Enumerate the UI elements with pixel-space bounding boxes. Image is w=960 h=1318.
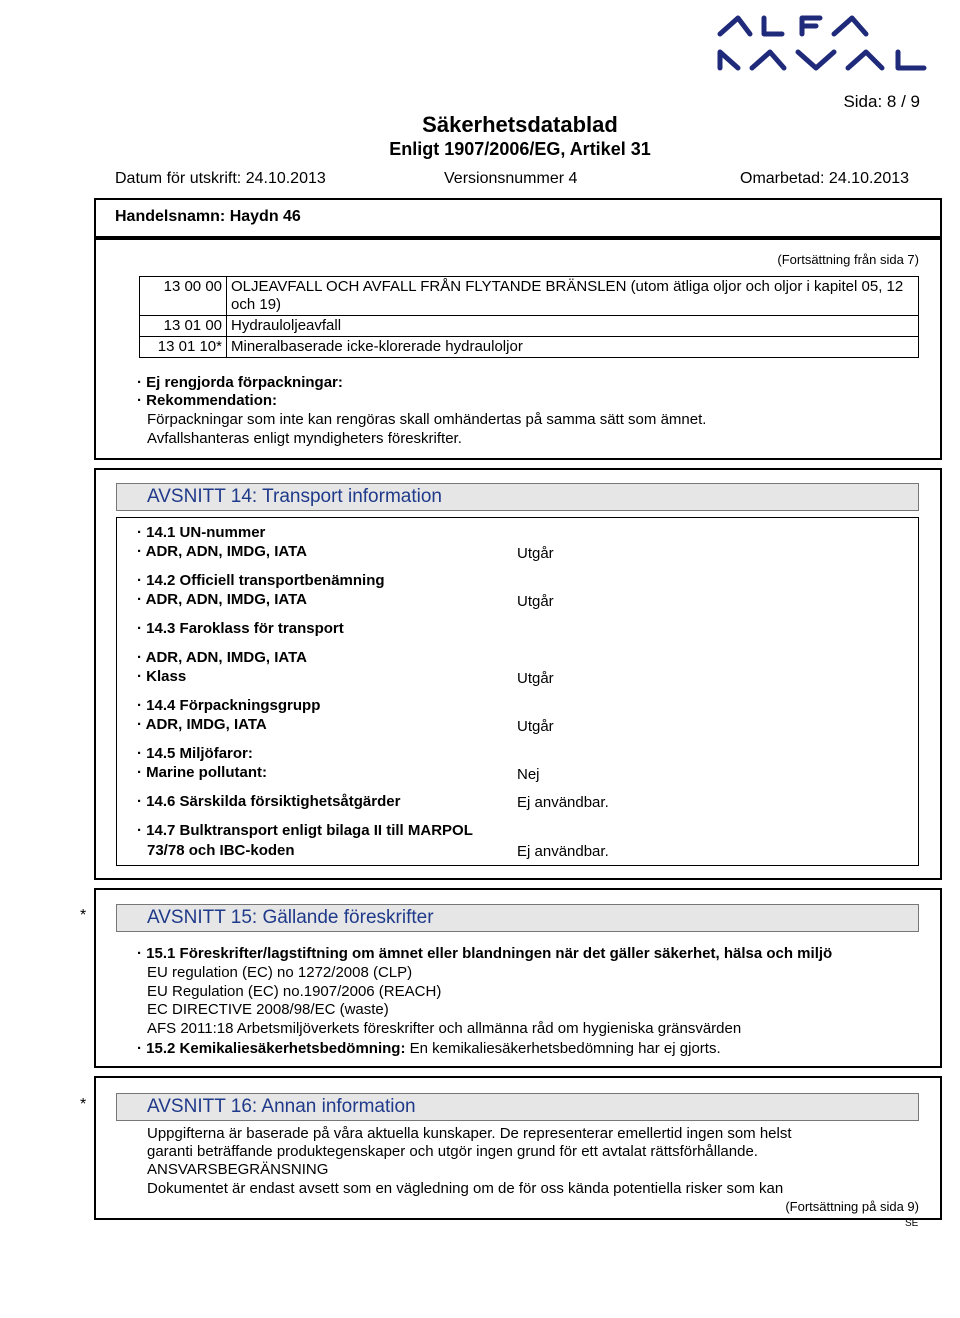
table-row — [140, 337, 919, 358]
regulation-item: EU regulation (EC) no 1272/2008 (CLP) — [147, 964, 413, 981]
shipping-name-modes: · ADR, ADN, IMDG, IATA — [137, 591, 307, 608]
section-15-title: AVSNITT 15: Gällande föreskrifter — [116, 904, 919, 932]
waste-code-table — [139, 276, 919, 358]
marine-pollutant-value: Nej — [517, 766, 540, 783]
waste-description: OLJEAVFALL OCH AVFALL FRÅN FLYTANDE BRÄNSLEN (utom ätliga oljor och oljor i kapitel 05, 12 och 19) — [227, 277, 919, 316]
special-precautions-value: Ej användbar. — [517, 794, 609, 811]
regulations-label: · 15.1 Föreskrifter/lagstiftning om ämnet eller blandningen när det gäller säkerhet, hälsa och miljö — [137, 945, 833, 962]
hazard-class-modes: · ADR, ADN, IMDG, IATA — [137, 649, 307, 666]
un-number-value: Utgår — [517, 545, 554, 562]
chemical-safety-assessment: · 15.2 Kemikaliesäkerhetsbedömning: En kemikaliesäkerhetsbedömning har ej gjorts. — [137, 1040, 721, 1057]
revision-marker: * — [80, 1096, 87, 1113]
transport-info-box — [116, 517, 919, 866]
waste-code: 13 01 10* — [140, 337, 227, 358]
class-value: Utgår — [517, 670, 554, 687]
marine-pollutant-label: · Marine pollutant: — [137, 764, 267, 781]
print-date: Datum för utskrift: 24.10.2013 — [115, 170, 326, 187]
waste-description: Hydrauloljeavfall — [227, 316, 919, 337]
packing-group-value: Utgår — [517, 718, 554, 735]
document-subtitle: Enligt 1907/2006/EG, Artikel 31 — [389, 139, 651, 159]
bulk-transport-value: Ej användbar. — [517, 843, 609, 860]
shipping-name-value: Utgår — [517, 593, 554, 610]
table-row — [140, 277, 919, 316]
waste-description: Mineralbaserade icke-klorerade hydrauloljor — [227, 337, 919, 358]
language-code: SE — [905, 1218, 919, 1229]
trade-name: Handelsnamn: Haydn 46 — [115, 208, 301, 225]
section-14-title: AVSNITT 14: Transport information — [116, 483, 919, 511]
recommendation-text-2: Avfallshanteras enligt myndigheters föreskrifter. — [147, 430, 462, 447]
shipping-name-label: · 14.2 Officiell transportbenämning — [137, 572, 385, 589]
table-row — [140, 316, 919, 337]
packing-group-label: · 14.4 Förpackningsgrupp — [137, 697, 321, 714]
class-label: · Klass — [137, 668, 187, 685]
regulation-item: EC DIRECTIVE 2008/98/EC (waste) — [147, 1001, 389, 1018]
continued-on: (Fortsättning på sida 9) — [785, 1199, 919, 1214]
packing-group-modes: · ADR, IMDG, IATA — [137, 716, 267, 733]
revision-marker: * — [80, 907, 87, 924]
bulk-transport-label-2: 73/78 och IBC-koden — [147, 842, 295, 859]
document-title: Säkerhetsdatablad — [422, 112, 618, 137]
recommendation-label: · Rekommendation: — [137, 392, 278, 409]
disclaimer-heading: ANSVARSBEGRÄNSNING — [147, 1161, 329, 1178]
section-16-title: AVSNITT 16: Annan information — [116, 1093, 919, 1121]
regulation-item: EU Regulation (EC) no.1907/2006 (REACH) — [147, 983, 442, 1000]
waste-code: 13 00 00 — [140, 277, 227, 316]
un-number-label: · 14.1 UN-nummer — [137, 524, 266, 541]
un-number-modes: · ADR, ADN, IMDG, IATA — [137, 543, 307, 560]
revision-date: Omarbetad: 24.10.2013 — [740, 170, 910, 187]
version-number: Versionsnummer 4 — [444, 170, 578, 187]
recommendation-text-1: Förpackningar som inte kan rengöras skall omhändertas på samma sätt som ämnet. — [147, 411, 707, 428]
disclaimer-text: Dokumentet är endast avsett som en vägledning om de för oss kända potentiella risker som kan — [147, 1180, 784, 1197]
page-number: Sida: 8 / 9 — [843, 92, 920, 111]
hazard-class-label: · 14.3 Faroklass för transport — [137, 620, 344, 637]
uncleaned-packaging-label: · Ej rengjorda förpackningar: — [137, 374, 343, 391]
continued-from: (Fortsättning från sida 7) — [777, 252, 919, 267]
other-info-text-2: garanti beträffande produktegenskaper och utgör ingen grund för ett avtalat rättsförhållande. — [147, 1143, 758, 1160]
waste-code: 13 01 00 — [140, 316, 227, 337]
other-info-text-1: Uppgifterna är baserade på våra aktuella kunskaper. De representerar emellertid ingen som helst — [147, 1125, 792, 1142]
environmental-hazards-label: · 14.5 Miljöfaror: — [137, 745, 253, 762]
regulation-item: AFS 2011:18 Arbetsmiljöverkets föreskrifter och allmänna råd om hygieniska gränsvärden — [147, 1020, 742, 1037]
special-precautions-label: · 14.6 Särskilda försiktighetsåtgärder — [137, 793, 401, 810]
alfa-laval-logo — [716, 4, 932, 78]
bulk-transport-label: · 14.7 Bulktransport enligt bilaga II till MARPOL — [137, 822, 473, 839]
